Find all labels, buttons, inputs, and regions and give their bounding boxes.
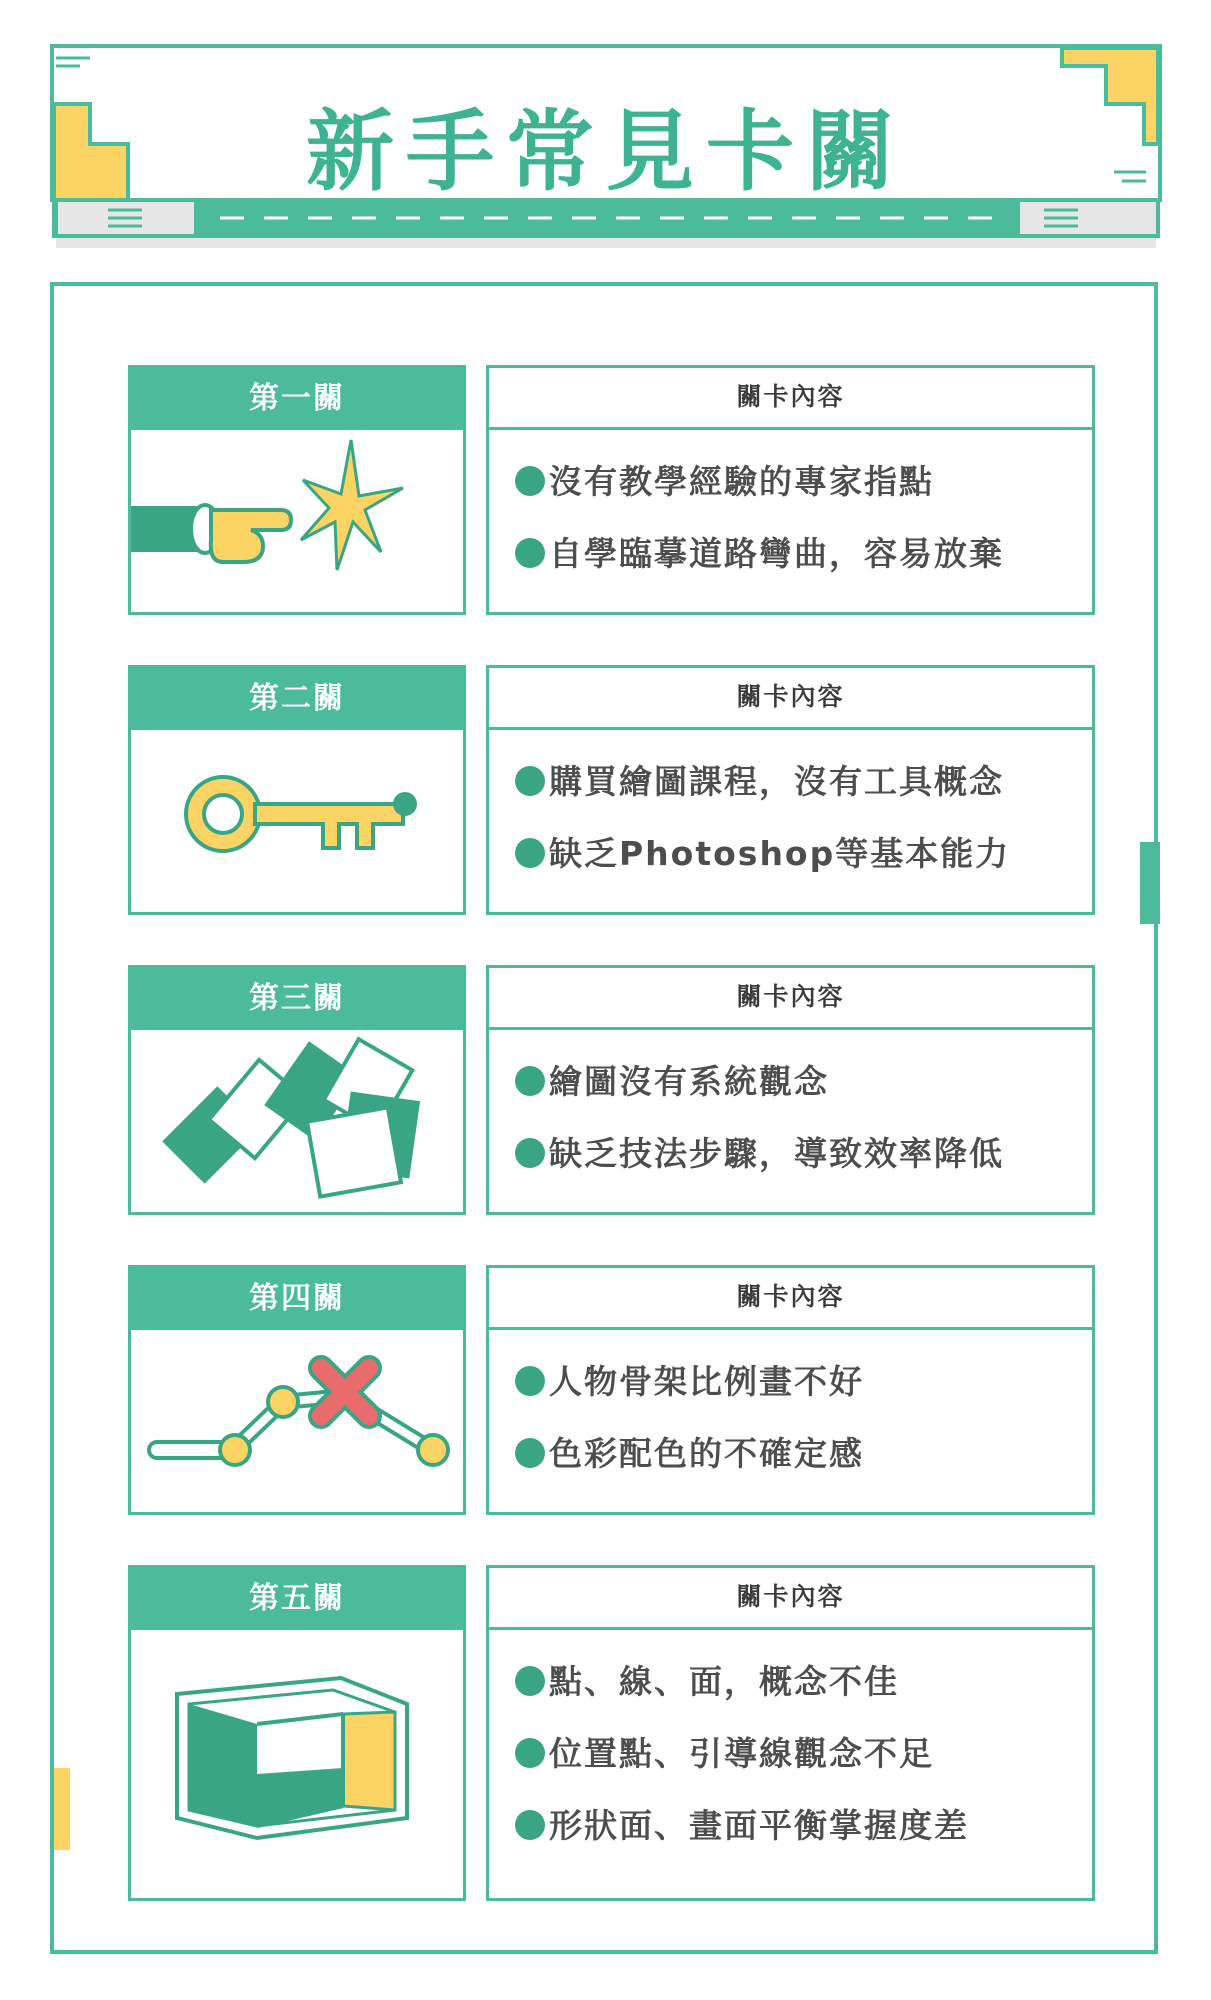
list-item: 色彩配色的不確定感 bbox=[515, 1418, 1092, 1490]
list-item: 購買繪圖課程，沒有工具概念 bbox=[515, 746, 1092, 818]
bullet-icon bbox=[515, 1366, 545, 1396]
title-banner bbox=[50, 44, 1162, 250]
list-item: 缺乏技法步驟，導致效率降低 bbox=[515, 1118, 1092, 1190]
content-list bbox=[489, 1330, 1092, 1490]
content-header: 關卡內容 bbox=[489, 1268, 1092, 1330]
level-title: 第三關 bbox=[131, 968, 463, 1030]
level-row-5 bbox=[128, 1565, 1095, 1901]
list-item: 沒有教學經驗的專家指點 bbox=[515, 446, 1092, 518]
level-title: 第四關 bbox=[131, 1268, 463, 1330]
level-title: 第二關 bbox=[131, 668, 463, 730]
content-card-3 bbox=[486, 965, 1095, 1215]
content-card-1 bbox=[486, 365, 1095, 615]
level-title: 第五關 bbox=[131, 1568, 463, 1630]
level-row-4 bbox=[128, 1265, 1095, 1515]
bullet-icon bbox=[515, 838, 545, 868]
bullet-icon bbox=[515, 1138, 545, 1168]
content-list bbox=[489, 430, 1092, 590]
open-box-icon bbox=[131, 1630, 463, 1898]
list-item: 位置點、引導線觀念不足 bbox=[515, 1718, 1092, 1790]
content-header: 關卡內容 bbox=[489, 668, 1092, 730]
level-card-5 bbox=[128, 1565, 466, 1901]
content-card-4 bbox=[486, 1265, 1095, 1515]
broken-path-icon bbox=[131, 1330, 463, 1512]
frame-tab-left bbox=[54, 1768, 70, 1850]
content-list bbox=[489, 1030, 1092, 1190]
list-item: 人物骨架比例畫不好 bbox=[515, 1346, 1092, 1418]
scattered-papers-icon bbox=[131, 1030, 463, 1212]
bullet-icon bbox=[515, 1738, 545, 1768]
list-item: 繪圖沒有系統觀念 bbox=[515, 1046, 1092, 1118]
pointing-hand-spark-icon bbox=[131, 430, 463, 612]
level-card-3 bbox=[128, 965, 466, 1215]
level-title: 第一關 bbox=[131, 368, 463, 430]
content-list bbox=[489, 1630, 1092, 1862]
level-card-2 bbox=[128, 665, 466, 915]
bullet-icon bbox=[515, 1438, 545, 1468]
level-row-1 bbox=[128, 365, 1095, 615]
level-row-3 bbox=[128, 965, 1095, 1215]
content-list bbox=[489, 730, 1092, 890]
level-row-2 bbox=[128, 665, 1095, 915]
bullet-icon bbox=[515, 538, 545, 568]
content-card-5 bbox=[486, 1565, 1095, 1901]
level-card-1 bbox=[128, 365, 466, 615]
list-item: 形狀面、畫面平衡掌握度差 bbox=[515, 1790, 1092, 1862]
page-title: 新手常見卡關 bbox=[305, 100, 906, 203]
list-item: 點、線、面，概念不佳 bbox=[515, 1646, 1092, 1718]
bullet-icon bbox=[515, 466, 545, 496]
key-icon bbox=[131, 730, 463, 912]
frame-tab-right bbox=[1140, 842, 1160, 924]
bullet-icon bbox=[515, 1810, 545, 1840]
list-item: 自學臨摹道路彎曲，容易放棄 bbox=[515, 518, 1092, 590]
content-header: 關卡內容 bbox=[489, 968, 1092, 1030]
bullet-icon bbox=[515, 1066, 545, 1096]
content-header: 關卡內容 bbox=[489, 368, 1092, 430]
bullet-icon bbox=[515, 766, 545, 796]
bullet-icon bbox=[515, 1666, 545, 1696]
content-card-2 bbox=[486, 665, 1095, 915]
list-item: 缺乏Photoshop等基本能力 bbox=[515, 818, 1092, 890]
level-card-4 bbox=[128, 1265, 466, 1515]
content-header: 關卡內容 bbox=[489, 1568, 1092, 1630]
